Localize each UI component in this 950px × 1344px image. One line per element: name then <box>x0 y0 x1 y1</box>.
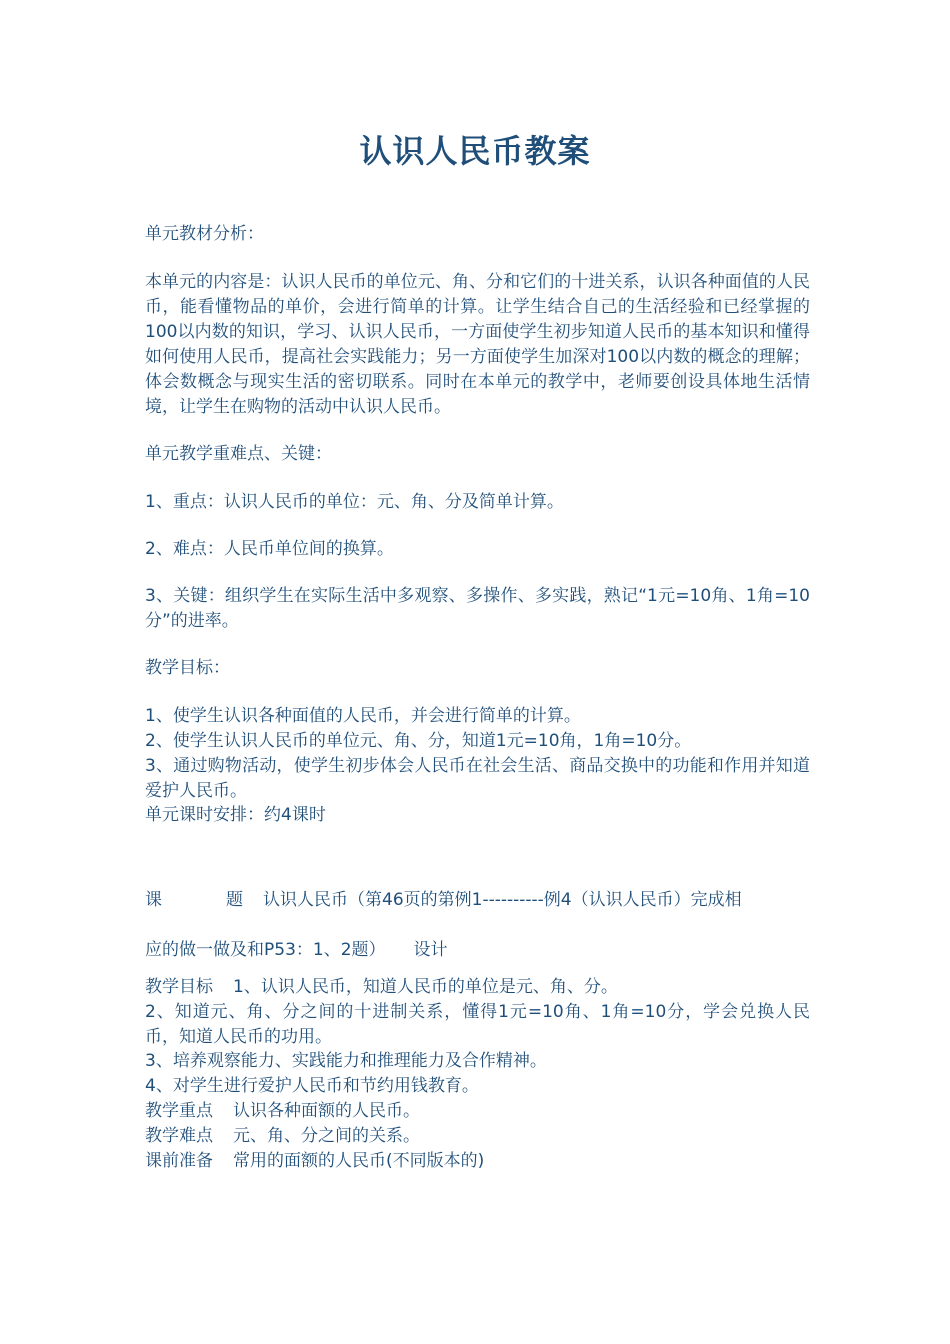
key-points-heading: 单元教学重难点、关键： <box>145 444 332 464</box>
focus-text: 认识各种面额的人民币。 <box>233 1101 420 1121</box>
lesson-topic-line2 <box>145 938 810 963</box>
difficulty-label: 教学难点 <box>145 1126 213 1146</box>
unit-analysis-body: 本单元的内容是：认识人民币的单位元、角、分和它们的十进关系，认识各种面值的人民币，能看懂物品的单价，会进行简单的计算。让学生结合自己的生活经验和已经掌握的100以内数的知识，学习、认识人民币，一方面使学生初步知道人民币的基本知识和懂得如何使用人民币，提高社会实践能力；另一方面使学生加深对100以内数的概念的理解；体会数概念与现实生活的密切联系。同时在本单元的教学中，老师要创设具体地生活情境，让学生在购物的活动中认识人民币。 <box>145 272 810 417</box>
goals-heading: 教学目标： <box>145 658 230 678</box>
topic-label-b: 题 <box>226 890 243 910</box>
key-point-item: 1、重点：认识人民币的单位：元、角、分及简单计算。 <box>145 492 564 512</box>
unit-schedule: 单元课时安排：约4课时 <box>145 805 326 825</box>
lesson-goal-item: 4、对学生进行爱护人民币和节约用钱教育。 <box>145 1076 479 1096</box>
topic-text-line1: 认识人民币（第46页的第例1----------例4（认识人民币）完成相 <box>263 890 742 910</box>
goal-item: 1、使学生认识各种面值的人民币，并会进行简单的计算。 <box>145 706 581 726</box>
lesson-difficulty <box>145 1124 810 1149</box>
document-title: 认识人民币教案 <box>359 132 591 170</box>
prep-label: 课前准备 <box>145 1151 213 1171</box>
focus-label: 教学重点 <box>145 1101 213 1121</box>
lesson-focus <box>145 1099 810 1124</box>
topic-text-line2: 应的做一做及和P53：1、2题） <box>145 940 386 960</box>
key-point-item: 2、难点：人民币单位间的换算。 <box>145 539 394 559</box>
design-label: 设计 <box>413 940 448 960</box>
goal-item: 2、使学生认识人民币的单位元、角、分，知道1元=10角，1角=10分。 <box>145 731 692 751</box>
lesson-goal-item: 2、知道元、角、分之间的十进制关系，懂得1元=10角、1角=10分，学会兑换人民币，知道人民币的功用。 <box>145 1002 810 1047</box>
lesson-goals-first <box>145 975 810 1000</box>
lesson-topic-line1 <box>145 888 810 913</box>
lesson-goals-label: 教学目标 <box>145 977 213 997</box>
lesson-goal-item: 3、培养观察能力、实践能力和推理能力及合作精神。 <box>145 1051 547 1071</box>
lesson-prep <box>145 1149 810 1174</box>
goal-item: 3、通过购物活动，使学生初步体会人民币在社会生活、商品交换中的功能和作用并知道爱护人民币。 <box>145 756 810 801</box>
topic-label-a: 课 <box>145 890 162 910</box>
unit-analysis-heading: 单元教材分析： <box>145 224 264 244</box>
key-point-item: 3、关键：组织学生在实际生活中多观察、多操作、多实践，熟记“1元=10角、1角=10分”的进率。 <box>145 586 810 631</box>
lesson-goal-item: 1、认识人民币，知道人民币的单位是元、角、分。 <box>233 977 618 997</box>
prep-text: 常用的面额的人民币(不同版本的) <box>233 1151 485 1171</box>
difficulty-text: 元、角、分之间的关系。 <box>233 1126 420 1146</box>
